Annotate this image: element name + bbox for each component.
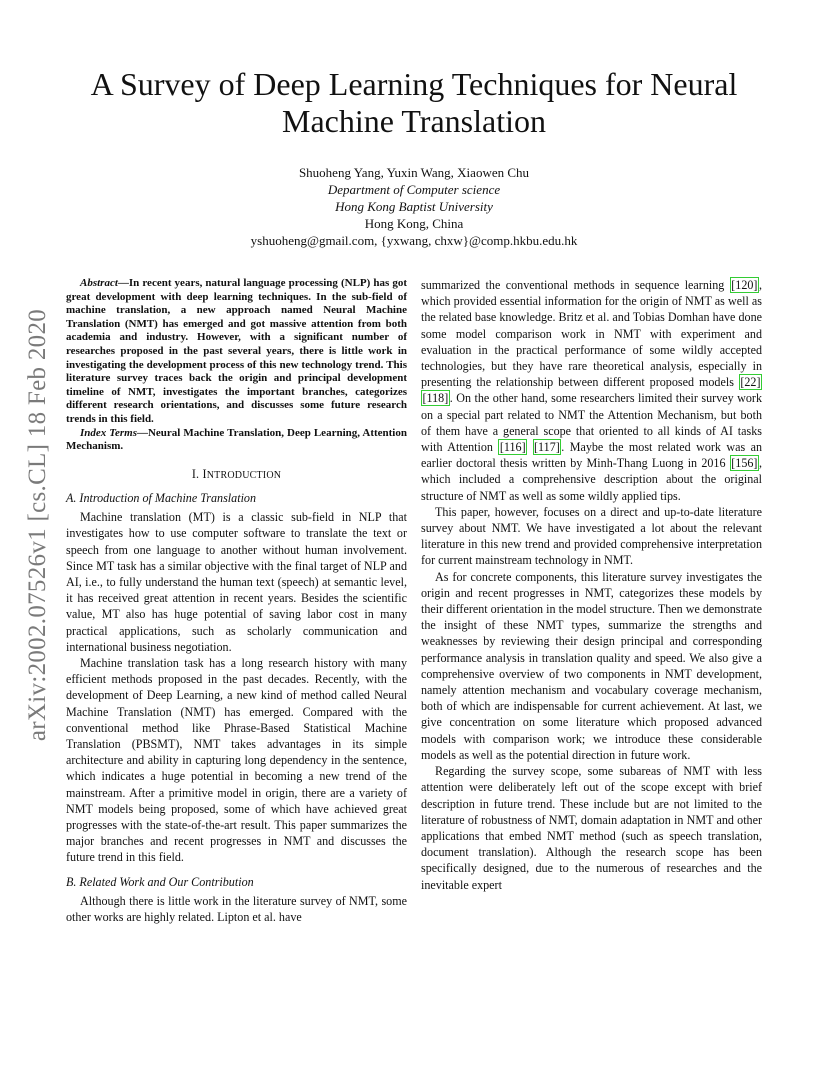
paragraph: Machine translation task has a long research history with many efficient methods proposed in the past decades. Recently, with the development of Deep Learning, a new kind of method called Neural Machine Translation (NMT) has emerged. Compared with the conventional method like Phrase-Based Statistical Machine Translation (PBSMT), NMT takes advantages in its simple architecture and ability in capturing long dependency in the sentence, which indicates a huge potential in becoming a new trend of the mainstream. After a primitive model in origin, there are a variety of NMT models being proposed, some of which have achieved great progresses with the state-of-the-art result. This paper summarizes the major branches and recent progresses in NMT and discusses the future trend in this field. — [66, 655, 407, 865]
paragraph: Regarding the survey scope, some subareas of NMT with less attention were deliberately left out of the scope except with brief description in future trend. These include but are not limited to the literature of robustness of NMT, domain adaptation in NMT and other applications that embed NMT method (such as speech translation, document translation). Although the research scope has been specifically designed, due to the numerous of researches and the inevitable expert — [421, 764, 762, 892]
right-column — [421, 277, 762, 893]
author-block — [100, 164, 728, 249]
citation-link[interactable]: [116] — [499, 440, 526, 455]
citation-link[interactable]: [22] — [740, 375, 761, 390]
subsection-heading-a: A. Introduction of Machine Translation — [66, 490, 257, 505]
title-line-2: Machine Translation — [282, 103, 546, 139]
paragraph: summarized the conventional methods in sequence learning [120] , which provided essential information for the origin of NMT as well as the related base knowledge. Britz et al. and Tobias Domhan have done some model comparison work in NMT with experiment and evaluation in the practical performance of some wildly accepted technologies, but they have rare theoretical analysis, especially in presenting the relationship between different proposed models [22] [118] . On the other hand, some researchers limited their survey work on a special part related to NMT the Attention Mechanism, but both of them have a general scope that oriented to all kinds of AI tasks with Attention [116] [117] . Maybe the most related work was an earlier doctoral thesis written by Minh-Thang Luong in 2016 [156] , which included a comprehensive description about the original structure of NMT as well as some wildly applied tips. — [421, 278, 763, 503]
author-names: Shuoheng Yang, Yuxin Wang, Xiaowen Chu — [298, 165, 530, 180]
left-column — [66, 277, 407, 925]
author-department: Department of Computer science — [327, 182, 501, 197]
abstract — [66, 277, 407, 427]
paragraph: Machine translation (MT) is a classic sub-field in NLP that investigates how to use computer software to translate the text or speech from one language to another without human involvement. Since MT task has a similar objective with the final target of NLP and AI, i.e., to fully understand the human text (speech) at semantic level, it has received great attention in recent years. Besides the scientific value, MT also has huge potential of saving labor cost in many practical applications, such as scholarly communication and international business negotiation. — [66, 510, 407, 654]
citation-link[interactable]: [118] — [422, 391, 449, 406]
subsection-heading-b: B. Related Work and Our Contribution — [66, 874, 254, 889]
citation-link[interactable]: [156] — [731, 456, 758, 471]
section-heading-introduction: I. INTRODUCTION — [191, 466, 282, 481]
abstract-lead: Abstract — [80, 277, 118, 289]
abstract-text: —In recent years, natural language processing (NLP) has got great development with deep learning techniques. In the sub-field of machine translation, a new approach named Neural Machine Translation (NMT) has emerged and got massive attention from both academia and industry. However, with a significant number of researches proposed in the past several years, there is little work in investigating the development process of this new technology trend. This literature survey traces back the origin and principal development timeline of NMT, investigates the important branches, categorizes different research orientations, and discusses some future research trends in this field. — [66, 277, 407, 425]
index-terms-lead: Index Terms — [80, 426, 137, 439]
paragraph: As for concrete components, this literature survey investigates the origin and recent progresses in NMT, categorizes these models by their different orientation in the model structure. Then we demonstrate the insight of these NMT types, summarize the strengths and weaknesses by reviewing their design principal and corresponding performance analysis in translation quality and speed. We also give a comprehensive overview of two components in NMT development, namely attention mechanism and vocabulary coverage mechanism, both of which are indispensable for current achievement. At last, we give concentration on some literature which proposed advanced models with comparison work; we introduce these considerable models as well as the potential direction in future work. — [421, 569, 762, 762]
author-location: Hong Kong, China — [364, 216, 464, 231]
author-university: Hong Kong Baptist University — [335, 199, 493, 214]
arxiv-identifier: arXiv:2002.07526v1 [cs.CL] 18 Feb 2020 — [24, 308, 52, 742]
arxiv-side-stamp — [20, 290, 56, 760]
citation-link[interactable]: [120] — [731, 278, 758, 292]
author-emails: yshuoheng@gmail.com, {yxwang, chxw}@comp.hkbu.edu.hk — [250, 233, 578, 248]
index-terms — [66, 427, 407, 454]
paper-title — [60, 66, 768, 140]
paragraph: Although there is little work in the literature survey of NMT, some other works are highly related. Lipton et al. have — [66, 893, 407, 924]
paragraph: This paper, however, focuses on a direct and up-to-date literature survey about NMT. We have investigated a lot about the relevant literature in this new trend and provided comprehensive interpretation for current mainstream technology in NMT. — [421, 504, 762, 568]
citation-link[interactable]: [117] — [534, 440, 560, 455]
title-line-1: A Survey of Deep Learning Techniques for Neural — [90, 66, 738, 102]
index-terms-text: —Neural Machine Translation, Deep Learning, Attention Mechanism. — [66, 426, 407, 453]
